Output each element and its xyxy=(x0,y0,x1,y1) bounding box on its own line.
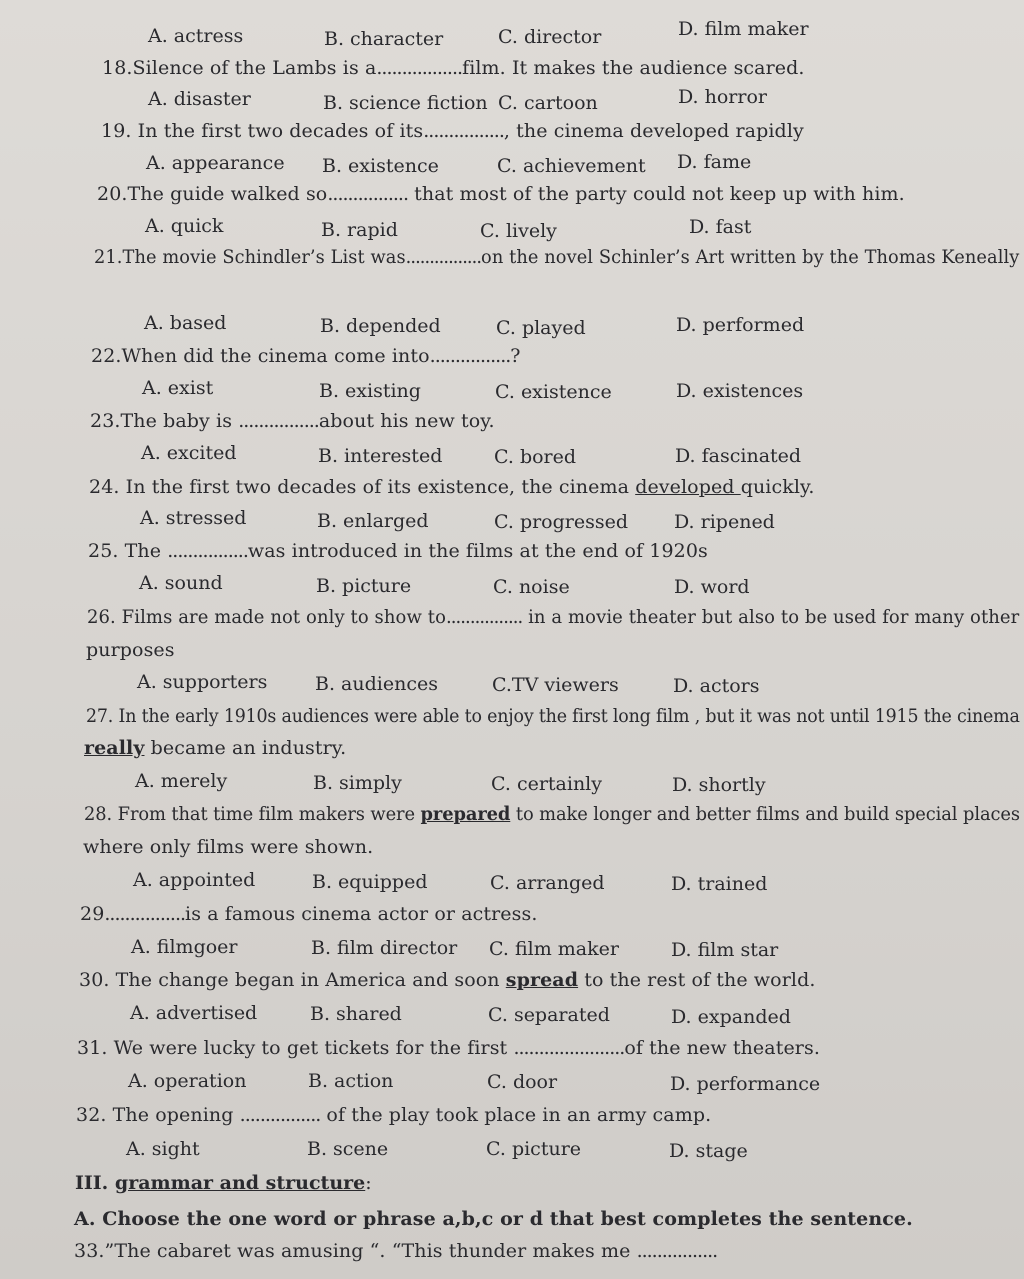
q29-option-a: A. filmgoer xyxy=(131,936,238,958)
q17-option-b: B. character xyxy=(324,28,444,50)
underlined-word-really: really xyxy=(84,737,145,759)
q17-option-c: C. director xyxy=(498,26,602,48)
q32-option-d: D. stage xyxy=(669,1140,748,1162)
q22-option-d: D. existences xyxy=(676,380,804,402)
q19-option-a: A. appearance xyxy=(146,152,285,174)
q28-option-a: A. appointed xyxy=(133,869,256,891)
q27-option-a: A. merely xyxy=(135,770,228,792)
underlined-word-prepared: prepared xyxy=(420,803,511,825)
q18-option-d: D. horror xyxy=(678,86,767,108)
q20-option-b: B. rapid xyxy=(321,219,398,241)
underlined-word-developed: developed xyxy=(635,476,741,498)
q20-option-c: C. lively xyxy=(480,220,557,242)
q32-option-c: C. picture xyxy=(486,1138,582,1160)
q23-option-b: B. interested xyxy=(318,445,443,467)
q32-option-b: B. scene xyxy=(307,1138,389,1160)
q18-option-a: A. disaster xyxy=(148,88,251,110)
q30-option-d: D. expanded xyxy=(671,1006,791,1028)
q20-option-d: D. fast xyxy=(689,216,752,238)
section-instruction: A. Choose the one word or phrase a,b,c or d that best completes the sentence. xyxy=(74,1208,913,1230)
q29-option-c: C. film maker xyxy=(489,938,619,960)
q19-option-d: D. fame xyxy=(677,151,752,173)
q20-option-a: A. quick xyxy=(145,215,224,237)
question-23: 23.The baby is ................about his new toy. xyxy=(90,410,495,432)
q26-option-c: C.TV viewers xyxy=(492,674,619,696)
q28-option-d: D. trained xyxy=(671,873,768,895)
question-27-continuation: really became an industry. xyxy=(84,737,347,759)
question-28: 28. From that time film makers were prepared to make longer and better films and build special places xyxy=(84,803,1020,825)
q26-option-b: B. audiences xyxy=(315,673,438,695)
q21-option-c: C. played xyxy=(496,317,586,339)
q19-option-c: C. achievement xyxy=(497,155,646,177)
q31-option-a: A. operation xyxy=(128,1070,247,1092)
question-30: 30. The change began in America and soon spread to the rest of the world. xyxy=(79,969,816,991)
q27-option-b: B. simply xyxy=(313,772,402,794)
question-26: 26. Films are made not only to show to................ in a movie theater but also to be used for many other xyxy=(87,606,1020,628)
q22-option-a: A. exist xyxy=(142,377,214,399)
q23-option-a: A. excited xyxy=(141,442,237,464)
question-26-continuation: purposes xyxy=(86,639,175,661)
question-28-continuation: where only films were shown. xyxy=(83,836,374,858)
q30-option-c: C. separated xyxy=(488,1004,610,1026)
q25-option-c: C. noise xyxy=(493,576,570,598)
question-21: 21.The movie Schindler’s List was................on the novel Schinler’s Art written by the Thomas Keneally xyxy=(94,246,1020,268)
question-24: 24. In the first two decades of its existence, the cinema developed quickly. xyxy=(89,476,815,498)
q32-option-a: A. sight xyxy=(126,1138,200,1160)
q21-option-a: A. based xyxy=(144,312,227,334)
q28-option-b: B. equipped xyxy=(312,871,428,893)
q30-option-a: A. advertised xyxy=(130,1002,258,1024)
q29-option-b: B. film director xyxy=(311,937,458,959)
q27-option-d: D. shortly xyxy=(672,774,766,796)
question-19: 19. In the first two decades of its................, the cinema developed rapidly xyxy=(101,120,804,142)
q30-option-b: B. shared xyxy=(310,1003,402,1025)
question-31: 31. We were lucky to get tickets for the first ......................of the new theaters. xyxy=(77,1037,820,1059)
q24-option-a: A. stressed xyxy=(140,507,247,529)
q17-option-d: D. film maker xyxy=(678,18,809,40)
q25-option-b: B. picture xyxy=(316,575,412,597)
question-32: 32. The opening ................ of the play took place in an army camp. xyxy=(76,1104,712,1126)
question-33: 33.”The cabaret was amusing “. “This thunder makes me ................ xyxy=(74,1240,718,1262)
q26-option-a: A. supporters xyxy=(137,671,268,693)
q26-option-d: D. actors xyxy=(673,675,760,697)
section-heading: III. grammar and structure: xyxy=(75,1172,372,1194)
q31-option-d: D. performance xyxy=(670,1073,821,1095)
q25-option-d: D. word xyxy=(674,576,750,598)
question-18: 18.Silence of the Lambs is a.................film. It makes the audience scared. xyxy=(102,57,805,79)
q29-option-d: D. film star xyxy=(671,939,779,961)
q31-option-b: B. action xyxy=(308,1070,394,1092)
underlined-word-spread: spread xyxy=(505,969,579,991)
q27-option-c: C. certainly xyxy=(491,773,602,795)
q19-option-b: B. existence xyxy=(322,155,439,177)
q18-option-b: B. science fiction xyxy=(323,92,488,114)
q25-option-a: A. sound xyxy=(139,572,223,594)
q24-option-d: D. ripened xyxy=(674,511,775,533)
question-27: 27. In the early 1910s audiences were able to enjoy the first long film , but it was not until 1915 the cinema xyxy=(86,705,1020,727)
q31-option-c: C. door xyxy=(487,1071,558,1093)
q24-option-c: C. progressed xyxy=(494,511,629,533)
question-25: 25. The ................was introduced in the films at the end of 1920s xyxy=(88,540,708,562)
q17-option-a: A. actress xyxy=(148,25,244,47)
q21-option-b: B. depended xyxy=(320,315,441,337)
question-22: 22.When did the cinema come into................? xyxy=(91,345,521,367)
question-29: 29................is a famous cinema actor or actress. xyxy=(80,903,538,925)
q18-option-c: C. cartoon xyxy=(498,92,598,114)
q22-option-c: C. existence xyxy=(495,381,612,403)
q22-option-b: B. existing xyxy=(319,380,421,402)
q28-option-c: C. arranged xyxy=(490,872,605,894)
q23-option-d: D. fascinated xyxy=(675,445,802,467)
q24-option-b: B. enlarged xyxy=(317,510,429,532)
q23-option-c: C. bored xyxy=(494,446,577,468)
question-20: 20.The guide walked so................ that most of the party could not keep up with him. xyxy=(97,183,905,205)
q21-option-d: D. performed xyxy=(676,314,805,336)
